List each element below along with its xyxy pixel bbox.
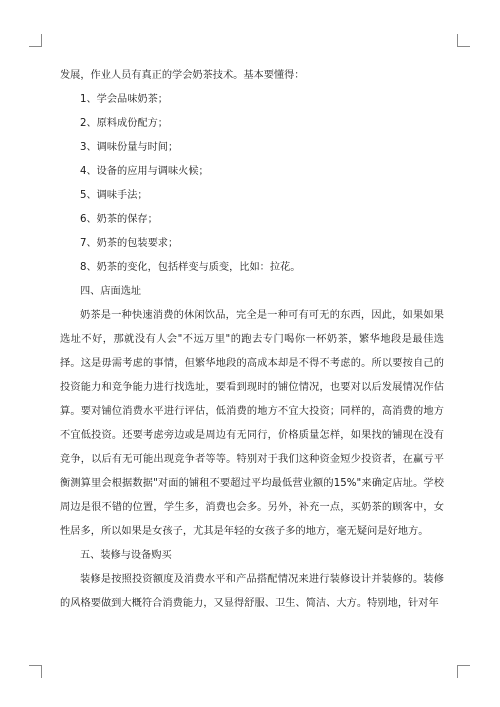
skill-item-6: 6、奶茶的保存； bbox=[80, 214, 158, 225]
crop-mark-top-right bbox=[457, 34, 470, 47]
section-heading-location: 四、店面选址 bbox=[80, 286, 142, 297]
skill-item-3: 3、调味份量与时间； bbox=[80, 142, 179, 153]
skill-item-2: 2、原料成份配方； bbox=[80, 118, 168, 129]
section-heading-decoration: 五、装修与设备购买 bbox=[80, 550, 172, 561]
crop-mark-bottom-left bbox=[29, 665, 42, 678]
skill-item-1: 1、学会品味奶茶； bbox=[80, 94, 168, 105]
crop-mark-top-left bbox=[29, 34, 42, 47]
skill-item-5: 5、调味手法； bbox=[80, 190, 148, 201]
intro-line: 发展，作业人员有真正的学会奶茶技术。基本要懂得： bbox=[60, 70, 305, 81]
crop-mark-bottom-right bbox=[457, 665, 470, 678]
skill-item-8: 8、奶茶的变化，包括样变与质变，比如：拉花。 bbox=[80, 262, 301, 273]
decoration-paragraph: 装修是按照投资额度及消费水平和产品搭配情况来进行装修设计并装修的。装修的风格要做到大概符合消费能力，又显得舒服、卫生、简洁、大方。特别地，针对年 bbox=[60, 574, 444, 609]
document-body bbox=[60, 64, 444, 616]
skill-item-7: 7、奶茶的包装要求； bbox=[80, 238, 179, 249]
location-paragraph: 奶茶是一种快速消费的休闲饮品，完全是一种可有可无的东西，因此，如果如果选址不好，那就没有人会"不远万里"的跑去专门喝你一杯奶茶，繁华地段是最佳选择。这是毋需考虑的事情，但繁华地段的高成本却是不得不考虑的。所以要按自己的投资能力和竞争能力进行找选址，要看到现时的铺位情况，也要对以后发展情况作估算。要对铺位消费水平进行评估，低消费的地方不宜大投资；同样的，高消费的地方不宜低投资。还要考虑旁边或是周边有无同行，价格质量怎样，如果找的铺现在没有竞争，以后有无可能出现竞争者等等。特别对于我们这种资金短少投资者，在赢亏平衡测算里会根据数据"对面的铺租不要超过平均最低营业额的15%"来确定店址。学校周边是很不错的位置，学生多，消费也会多。另外，补充一点，买奶茶的顾客中，女性居多，所以如果是女孩子，尤其是年轻的女孩子多的地方，毫无疑问是好地方。 bbox=[60, 310, 444, 537]
skill-item-4: 4、设备的应用与调味火候； bbox=[80, 166, 209, 177]
